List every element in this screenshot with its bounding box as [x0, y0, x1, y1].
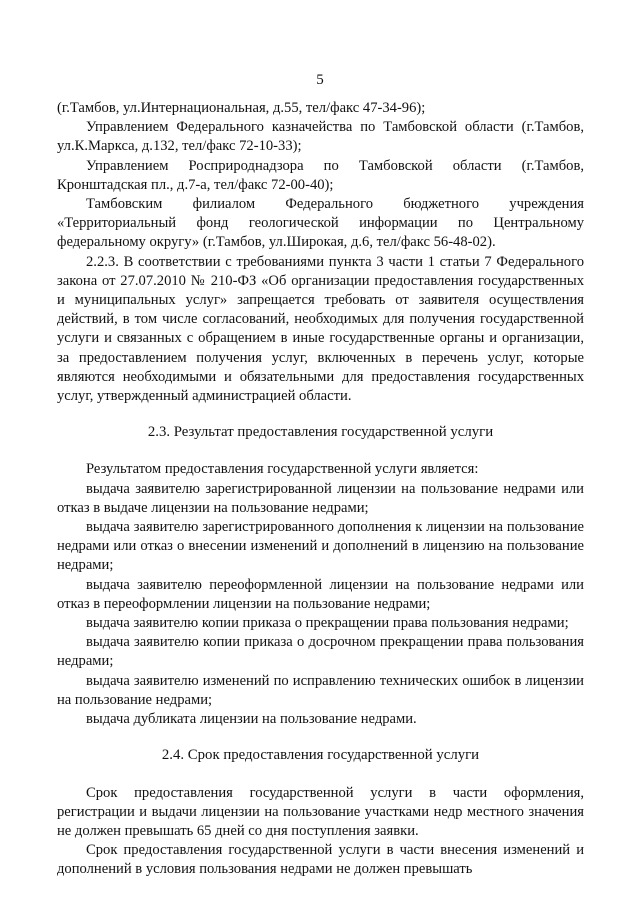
- result-item: выдача дубликата лицензии на пользование недрами.: [86, 711, 417, 728]
- paragraph-address-continuation: (г.Тамбов, ул.Интернациональная, д.55, тел/факс 47-34-96);: [57, 100, 426, 116]
- paragraph-geofund: Тамбовским филиалом Федерального бюджетного учреждения «Территориальный фонд геологической информации по Центральному федеральному округу» (г.Тамбов, ул.Широкая, д.6, тел/факс 56-48-02).: [57, 196, 584, 251]
- paragraph-2-2-3: 2.2.3. В соответствии с требованиями пункта 3 части 1 статьи 7 Федерального закона от 27.07.2010 № 210-ФЗ «Об организации предоставления государственных и муниципальных услуг» запрещается требовать от заявителя осуществления действий, в том числе согласований, необходимых для получения государственной услуги и связанных с обращением в иные государственные органы и организации, за предоставлением получения услуг, включенных в перечень услуг, которые являются необходимыми и обязательными для предоставления государственных услуг, утвержденный администрацией области.: [57, 253, 584, 405]
- result-item: выдача заявителю изменений по исправлению технических ошибок в лицензии на пользование недрами;: [57, 672, 584, 708]
- result-item: выдача заявителю копии приказа о прекращении права пользования недрами;: [86, 615, 569, 632]
- result-item: выдача заявителю копии приказа о досрочном прекращении права пользования недрами;: [57, 634, 584, 670]
- document-body: [57, 99, 584, 880]
- section-heading-2-4: 2.4. Срок предоставления государственной услуги: [161, 747, 480, 764]
- section-2-3-intro: Результатом предоставления государственной услуги является:: [86, 461, 479, 478]
- result-item: выдача заявителю зарегистрированной лицензии на пользование недрами или отказ в выдаче лицензии на пользование недрами;: [57, 480, 584, 516]
- paragraph-rosprirodnadzor: Управлением Росприроднадзора по Тамбовской области (г.Тамбов, Кронштадская пл., д.7-а, тел/факс 72-00-40);: [57, 157, 584, 193]
- section-2-4-paragraph: Срок предоставления государственной услуги в части оформления, регистрации и выдачи лицензии на пользование участками недр местного значения не должен превышать 65 дней со дня поступления заявки.: [57, 784, 584, 839]
- result-item: выдача заявителю зарегистрированного дополнения к лицензии на пользование недрами или отказ о внесении изменений и дополнений в лицензию на пользование недрами;: [57, 519, 584, 574]
- result-item: выдача заявителю переоформленной лицензии на пользование недрами или отказ в переоформлении лицензии на пользование недрами;: [57, 576, 584, 612]
- section-2-4-paragraph: Срок предоставления государственной услуги в части внесения изменений и дополнений в условия пользования недрами не должен превышать: [57, 842, 584, 878]
- page-number: 5: [316, 72, 324, 88]
- section-heading-2-3: 2.3. Результат предоставления государственной услуги: [147, 424, 494, 441]
- paragraph-treasury: Управлением Федерального казначейства по Тамбовской области (г.Тамбов, ул.К.Маркса, д.132, тел/факс 72-10-33);: [57, 119, 584, 155]
